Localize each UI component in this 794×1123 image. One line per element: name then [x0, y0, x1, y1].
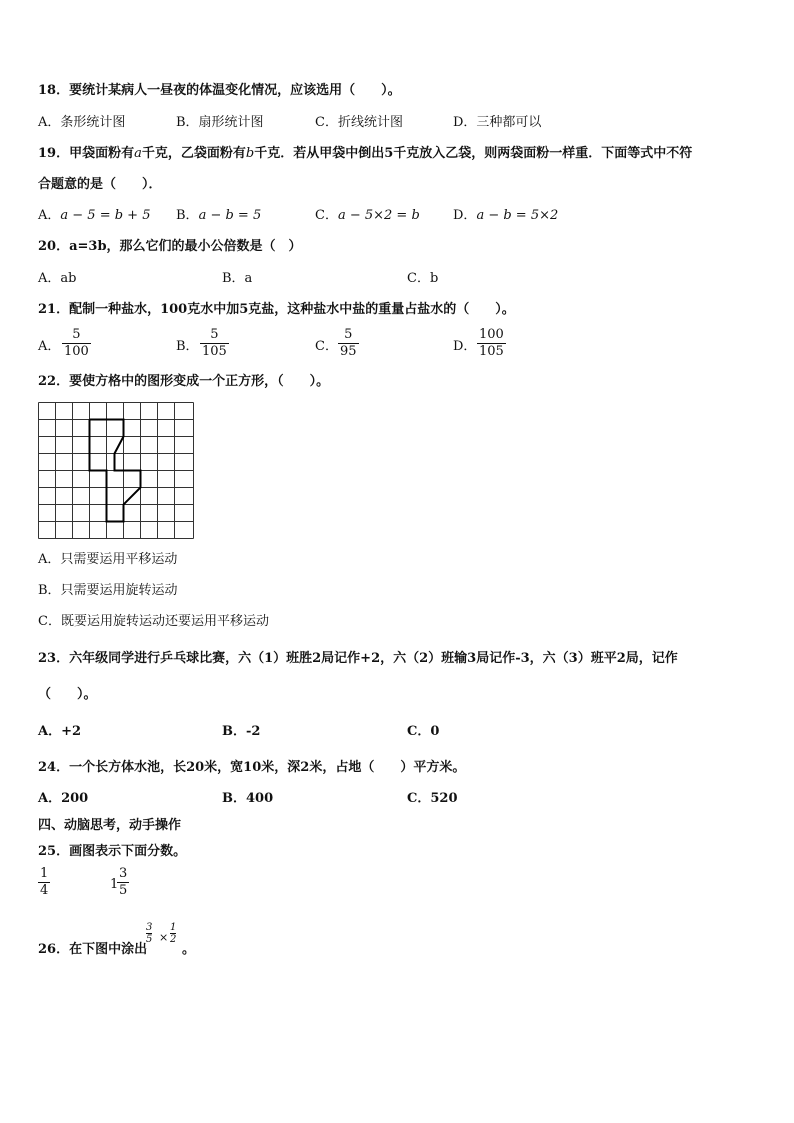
- section-heading: 四、动脑思考，动手操作: [38, 818, 182, 833]
- q21-option-c-fraction: [338, 327, 359, 360]
- q20-option-c[interactable]: C．b: [407, 271, 439, 286]
- q24-option-c[interactable]: C．520: [407, 791, 458, 806]
- q22-stem: 22．要使方格中的图形变成一个正方形，（ ）。: [38, 374, 330, 389]
- q22-option-b[interactable]: B．只需要运用旋转运动: [38, 583, 178, 598]
- q25-fraction-2-numerator: 3: [119, 866, 128, 881]
- q26-stem-end: 。: [182, 942, 196, 957]
- q24-stem: 24．一个长方体水池，长20米，宽10米，深2米，占地（ ）平方米。: [38, 760, 466, 775]
- q19-stem-line2: 合题意的是（ ）．: [38, 177, 162, 192]
- q22-option-a[interactable]: A．只需要运用平移运动: [38, 552, 178, 567]
- q23-option-b[interactable]: B．-2: [222, 724, 261, 739]
- q19-option-a-label: A．: [38, 208, 61, 223]
- q21-option-d-fraction: [477, 327, 506, 360]
- q21-option-a-label[interactable]: A．: [38, 339, 61, 354]
- q25-mixed-whole: 1: [110, 877, 119, 892]
- q18-option-a[interactable]: A．条形统计图: [38, 115, 126, 130]
- q19-option-b[interactable]: [176, 207, 261, 225]
- q19-option-a[interactable]: [38, 207, 150, 225]
- q23-stem: 23．六年级同学进行乒乓球比赛，六（1）班胜2局记作+2，六（2）班输3局记作-3，六（3）班平2局，记作: [38, 651, 678, 666]
- q25-fraction-2-denominator: 5: [119, 883, 128, 898]
- q21-option-b-numerator: 5: [210, 327, 219, 342]
- q23-option-a[interactable]: A．+2: [38, 724, 82, 739]
- q22-option-c[interactable]: C．既要运用旋转运动还要运用平移运动: [38, 614, 269, 629]
- q26-fraction-a-denominator: 5: [146, 934, 153, 945]
- q19-option-c-label: C．: [315, 208, 338, 223]
- q22-grid-figure: [38, 402, 194, 539]
- q18-option-d[interactable]: D．三种都可以: [453, 115, 542, 130]
- q19-option-d-label: D．: [453, 208, 477, 223]
- q25-fraction-1: [38, 866, 50, 899]
- q25-fraction-2: [117, 866, 129, 899]
- q24-option-b[interactable]: B．400: [222, 791, 274, 806]
- q20-option-a[interactable]: A．ab: [38, 271, 77, 286]
- q20-stem: 20．a=3b，那么它们的最小公倍数是（ ）: [38, 239, 302, 254]
- q21-stem: 21．配制一种盐水，100克水中加5克盐，这种盐水中盐的重量占盐水的（ ）。: [38, 302, 515, 317]
- q21-option-c-denominator: 95: [340, 344, 357, 359]
- q19-var-b: b: [245, 146, 255, 161]
- q21-option-c-numerator: 5: [344, 327, 353, 342]
- q21-option-d-numerator: 100: [479, 327, 504, 342]
- q26-fraction-b-numerator: 1: [170, 922, 177, 933]
- q21-option-b-fraction: [200, 327, 229, 360]
- q19-option-c[interactable]: [315, 207, 420, 225]
- q18-option-c[interactable]: C．折线统计图: [315, 115, 403, 130]
- q19-text-part1: 19．甲袋面粉有: [38, 146, 135, 161]
- q21-option-d-denominator: 105: [479, 344, 504, 359]
- q26-fraction-a: [146, 922, 152, 945]
- q26-fraction-a-numerator: 3: [146, 922, 153, 933]
- q21-option-c-label[interactable]: C．: [315, 339, 338, 354]
- q25-fraction-1-numerator: 1: [40, 866, 49, 881]
- q21-option-a-denominator: 100: [64, 344, 89, 359]
- q19-option-d[interactable]: [453, 207, 558, 225]
- q19-option-c-expr: a − 5×2 = b: [337, 208, 420, 223]
- q19-option-b-expr: a − b = 5: [198, 208, 262, 223]
- q23-option-c[interactable]: C．0: [407, 724, 440, 739]
- q19-stem-line1: [38, 145, 692, 163]
- q19-text-part2: 千克，乙袋面粉有: [141, 146, 246, 161]
- q21-option-a-fraction: [62, 327, 91, 360]
- q19-text-part3: 千克．若从甲袋中倒出5千克放入乙袋，则两袋面粉一样重．下面等式中不符: [254, 146, 693, 161]
- q21-option-b-label[interactable]: B．: [176, 339, 199, 354]
- q21-option-b-denominator: 105: [202, 344, 227, 359]
- q21-option-a-numerator: 5: [72, 327, 81, 342]
- q26-stem: 26．在下图中涂出: [38, 942, 148, 957]
- q22-shape-outline: [90, 420, 141, 522]
- q18-stem: 18．要统计某病人一昼夜的体温变化情况，应该选用（ ）。: [38, 83, 401, 98]
- q26-times-sign: ×: [159, 931, 169, 944]
- q18-option-b[interactable]: B．扇形统计图: [176, 115, 264, 130]
- q25-stem: 25．画图表示下面分数。: [38, 844, 187, 859]
- q23-stem-line2: （ ）。: [38, 687, 97, 702]
- q21-option-d-label[interactable]: D．: [453, 339, 477, 354]
- q19-option-b-label: B．: [176, 208, 199, 223]
- q19-var-a: a: [134, 146, 142, 161]
- q19-option-a-expr: a − 5 = b + 5: [60, 208, 151, 223]
- q25-fraction-1-denominator: 4: [40, 883, 49, 898]
- q26-fraction-b-denominator: 2: [170, 934, 177, 945]
- q19-option-d-expr: a − b = 5×2: [476, 208, 559, 223]
- q26-fraction-b: [170, 922, 176, 945]
- q20-option-b[interactable]: B．a: [222, 271, 253, 286]
- q24-option-a[interactable]: A．200: [38, 791, 89, 806]
